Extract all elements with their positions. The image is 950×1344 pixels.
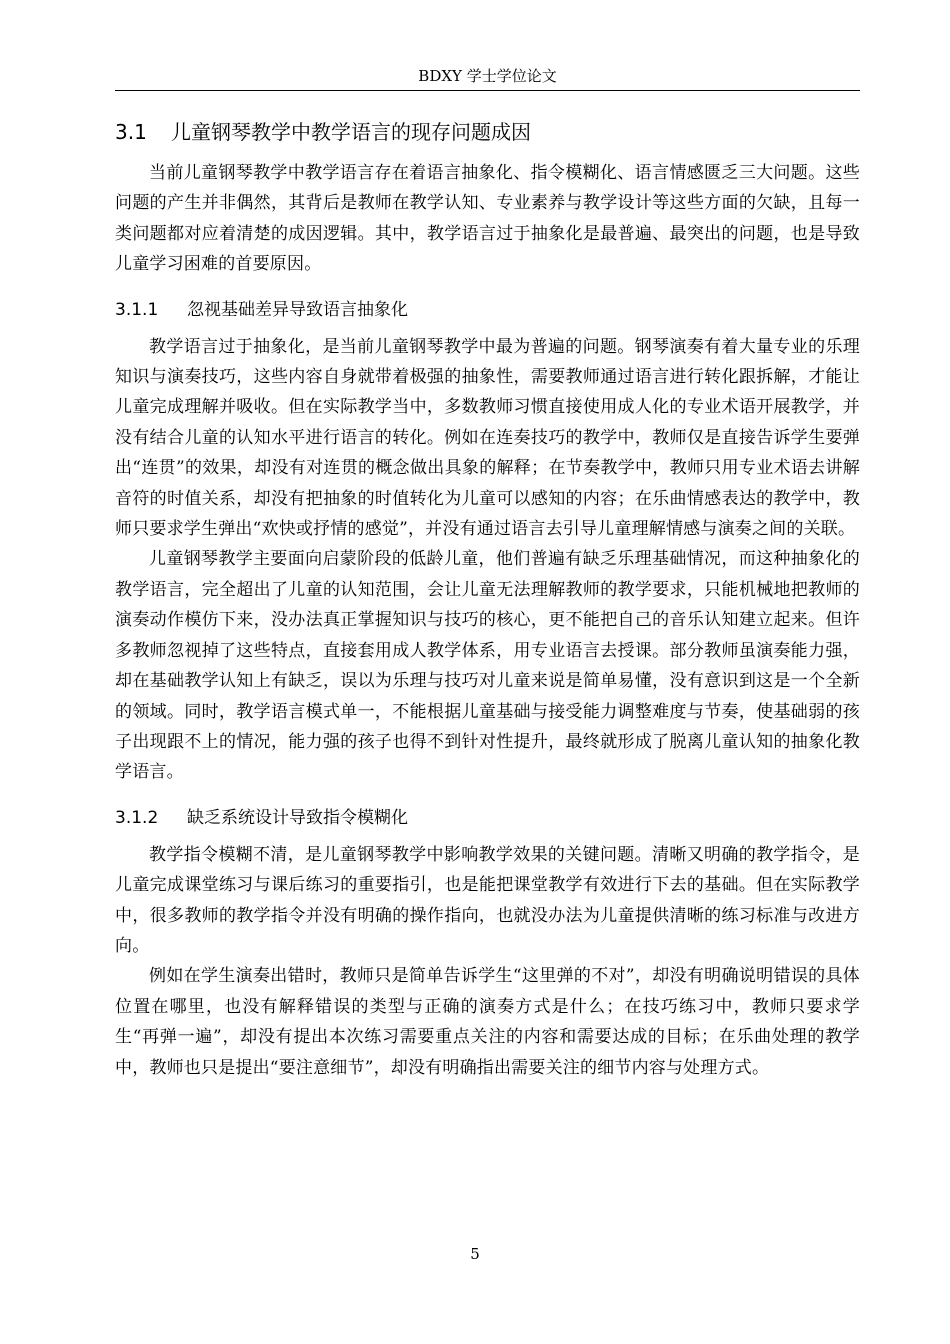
subsection-heading (115, 292, 860, 328)
paragraph: 教学语言过于抽象化，是当前儿童钢琴教学中最为普遍的问题。钢琴演奏有着大量专业的乐理知识与演奏技巧，这些内容自身就带着极强的抽象性，需要教师通过语言进行转化跟拆解，才能让儿童完成理解并吸收。但在实际教学当中，多数教师习惯直接使用成人化的专业术语开展教学，并没有结合儿童的认知水平进行语言的转化。例如在连奏技巧的教学中，教师仅是直接告诉学生要弹出“连贯”的效果，却没有对连贯的概念做出具象的解释；在节奏教学中，教师只用专业术语去讲解音符的时值关系，却没有把抽象的时值转化为儿童可以感知的内容；在乐曲情感表达的教学中，教师只要求学生弹出“欢快或抒情的感觉”，并没有通过语言去引导儿童理解情感与演奏之间的关联。 (115, 336, 860, 540)
paragraph: 教学指令模糊不清，是儿童钢琴教学中影响教学效果的关键问题。清晰又明确的教学指令，是儿童完成课堂练习与课后练习的重要指引，也是能把课堂教学有效进行下去的基础。但在实际教学中，很多教师的教学指令并没有明确的操作指向，也就没办法为儿童提供清晰的练习标准与改进方向。 (115, 844, 860, 956)
section-number: 3.1 (115, 120, 147, 144)
subsection-heading (115, 800, 860, 836)
subsection-number: 3.1.2 (115, 807, 159, 828)
page-header (115, 64, 860, 91)
page-number: 5 (470, 1245, 480, 1263)
subsection-title: 缺乏系统设计导致指令模糊化 (187, 807, 408, 828)
document-body (115, 112, 860, 1083)
section-title: 儿童钢琴教学中教学语言的现存问题成因 (171, 120, 531, 144)
subsection-title: 忽视基础差异导致语言抽象化 (187, 299, 408, 320)
paragraph: 儿童钢琴教学主要面向启蒙阶段的低龄儿童，他们普遍有缺乏乐理基础情况，而这种抽象化的教学语言，完全超出了儿童的认知范围，会让儿童无法理解教师的教学要求，只能机械地把教师的演奏动作模仿下来，没办法真正掌握知识与技巧的核心，更不能把自己的音乐认知建立起来。但许多教师忽视掉了这些特点，直接套用成人教学体系，用专业语言去授课。部分教师虽演奏能力强，却在基础教学认知上有缺乏，误以为乐理与技巧对儿童来说是简单易懂，没有意识到这是一个全新的领域。同时，教学语言模式单一，不能根据儿童基础与接受能力调整难度与节奏，使基础弱的孩子出现跟不上的情况，能力强的孩子也得不到针对性提升，最终就形成了脱离儿童认知的抽象化教学语言。 (115, 549, 860, 783)
paragraph: 例如在学生演奏出错时，教师只是简单告诉学生“这里弹的不对”，却没有明确说明错误的具体位置在哪里，也没有解释错误的类型与正确的演奏方式是什么；在技巧练习中，教师只要求学生“再弹一遍”，却没有提出本次练习需要重点关注的内容和需要达成的目标；在乐曲处理的教学中，教师也只是提出“要注意细节”，却没有明确指出需要关注的细节内容与处理方式。 (115, 966, 860, 1078)
section-heading (115, 112, 860, 152)
header-title: BDXY 学士学位论文 (418, 67, 557, 85)
paragraph: 当前儿童钢琴教学中教学语言存在着语言抽象化、指令模糊化、语言情感匮乏三大问题。这些问题的产生并非偶然，其背后是教师在教学认知、专业素养与教学设计等这些方面的欠缺，且每一类问题都对应着清楚的成因逻辑。其中，教学语言过于抽象化是最普遍、最突出的问题，也是导致儿童学习困难的首要原因。 (115, 163, 860, 275)
subsection-number: 3.1.1 (115, 299, 159, 320)
